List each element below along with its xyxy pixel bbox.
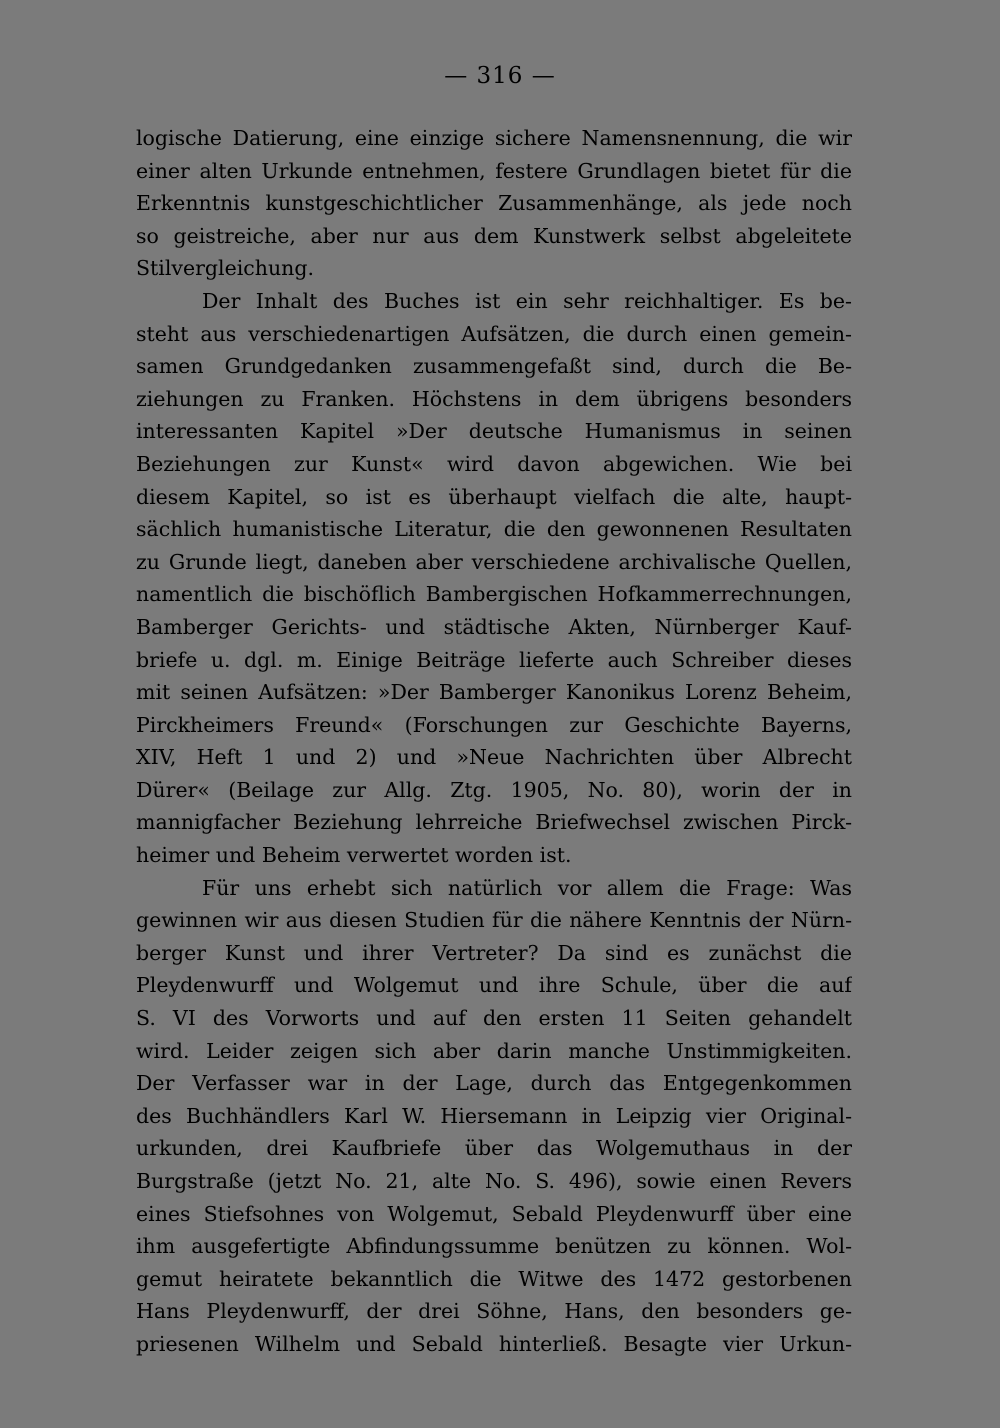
text-line: so geistreiche, aber nur aus dem Kunstwerk selbst abgeleitete <box>136 223 852 248</box>
text-line: ziehungen zu Franken. Höchstens in dem übrigens besonders <box>136 386 852 411</box>
paragraph-1 <box>136 122 852 285</box>
text-line: namentlich die bischöflich Bambergischen Hofkammerrechnungen, <box>136 582 852 607</box>
text-line: XIV, Heft 1 und 2) und »Neue Nachrichten über Albrecht <box>136 745 852 770</box>
text-line: samen Grundgedanken zusammengefaßt sind, durch die Be- <box>136 354 852 379</box>
text-line: Der Verfasser war in der Lage, durch das Entgegenkommen <box>136 1071 852 1096</box>
text-line: heimer und Beheim verwertet worden ist. <box>136 843 572 868</box>
text-line: mannigfacher Beziehung lehrreiche Briefwechsel zwischen Pirck- <box>136 810 852 835</box>
text-line: Der Inhalt des Buches ist ein sehr reichhaltiger. Es be- <box>202 288 852 313</box>
text-line: Burgstraße (jetzt No. 21, alte No. S. 496), sowie einen Revers <box>136 1169 852 1193</box>
text-line: gemut heiratete bekanntlich die Witwe des 1472 gestorbenen <box>136 1266 852 1291</box>
text-line: mit seinen Aufsätzen: »Der Bamberger Kanonikus Lorenz Beheim, <box>136 680 852 705</box>
text-line: briefe u. dgl. m. Einige Beiträge lieferte auch Schreiber dieses <box>136 647 852 672</box>
text-line: Erkenntnis kunstgeschichtlicher Zusammenhänge, als jede noch <box>136 191 852 216</box>
text-line: Bamberger Gerichts- und städtische Akten, Nürnberger Kauf- <box>136 614 852 639</box>
text-line: Pleydenwurff und Wolgemut und ihre Schule, über die auf <box>136 973 852 998</box>
paragraph-2 <box>136 285 852 872</box>
text-line: wird. Leider zeigen sich aber darin manche Unstimmigkeiten. <box>136 1038 852 1063</box>
text-line: Dürer« (Beilage zur Allg. Ztg. 1905, No. 80), worin der in <box>136 777 852 802</box>
text-line: eines Stiefsohnes von Wolgemut, Sebald Pleydenwurff über eine <box>136 1201 852 1226</box>
text-line: Hans Pleydenwurff, der drei Söhne, Hans, den besonders ge- <box>136 1299 852 1324</box>
text-line: Für uns erhebt sich natürlich vor allem die Frage: Was <box>202 875 852 900</box>
text-line: interessanten Kapitel »Der deutsche Humanismus in seinen <box>136 419 852 444</box>
text-line: urkunden, drei Kaufbriefe über das Wolgemuthaus in der <box>136 1136 852 1161</box>
text-line: S. VI des Vorworts und auf den ersten 11 Seiten gehandelt <box>136 1006 852 1031</box>
text-line: ihm ausgefertigte Abfindungssumme benützen zu können. Wol- <box>136 1234 852 1259</box>
text-line: einer alten Urkunde entnehmen, festere Grundlagen bietet für die <box>136 158 852 183</box>
text-line: priesenen Wilhelm und Sebald hinterließ. Besagte vier Urkun- <box>136 1331 852 1356</box>
text-line: Stilvergleichung. <box>136 256 315 281</box>
text-line: steht aus verschiedenartigen Aufsätzen, die durch einen gemein- <box>136 321 852 346</box>
page-number: — 316 — <box>444 63 556 89</box>
text-line: gewinnen wir aus diesen Studien für die nähere Kenntnis der Nürn- <box>136 908 852 933</box>
paragraph-3 <box>136 872 852 1361</box>
text-line: des Buchhändlers Karl W. Hiersemann in Leipzig vier Original- <box>136 1103 852 1128</box>
text-line: berger Kunst und ihrer Vertreter? Da sind es zunächst die <box>136 940 852 965</box>
text-line: sächlich humanistische Literatur, die den gewonnenen Resultaten <box>136 517 852 542</box>
text-line: Beziehungen zur Kunst« wird davon abgewichen. Wie bei <box>136 451 852 476</box>
text-line: zu Grunde liegt, daneben aber verschiedene archivalische Quellen, <box>136 549 852 574</box>
text-line: logische Datierung, eine einzige sichere Namensnennung, die wir <box>136 126 852 150</box>
text-line: Pirckheimers Freund« (Forschungen zur Geschichte Bayerns, <box>136 712 852 737</box>
body-text <box>136 122 852 1361</box>
text-line: diesem Kapitel, so ist es überhaupt vielfach die alte, haupt- <box>136 484 852 509</box>
